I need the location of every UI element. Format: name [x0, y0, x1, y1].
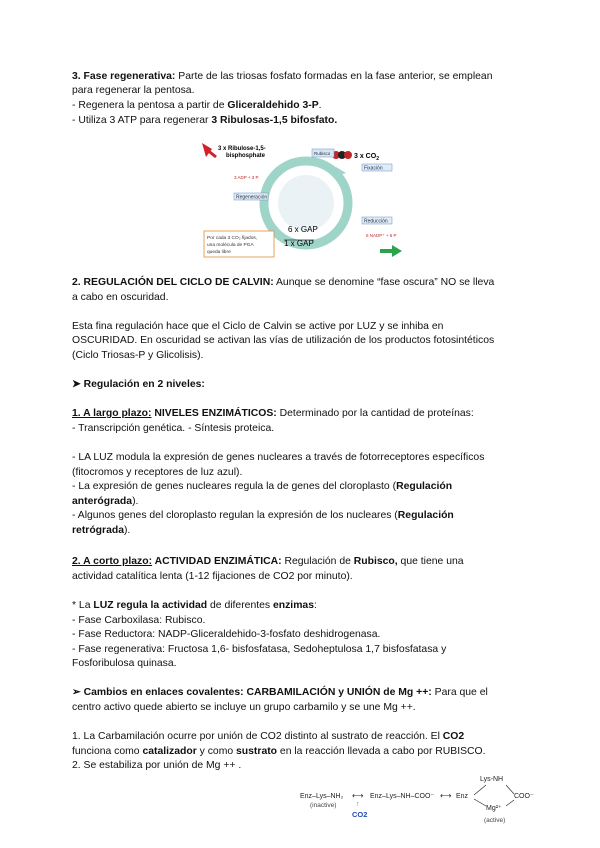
gap-1-label: 1 x GAP [284, 239, 314, 248]
s2-para-3: (Ciclo Triosas-P y Glicolisis). [72, 350, 204, 361]
covalent-heading: ➢ Cambios en enlaces covalentes: CARBAMILACIÓN y UNIÓN de Mg ++: Para que el [72, 687, 488, 698]
s2-para-1: Esta fina regulación hace que el Ciclo de Calvin se active por LUZ y se inhiba en [72, 321, 444, 332]
svg-text:Reducción: Reducción [364, 218, 388, 225]
carbamylation-equation [300, 774, 550, 826]
gap-6-label: 6 x GAP [288, 225, 318, 234]
s2-para-2: OSCURIDAD. En oscuridad se activan las vías de utilización de los productos fotosintéticos [72, 335, 495, 346]
mg-stabilization: 2. Se estabiliza por unión de Mg ++ . [72, 760, 242, 771]
svg-text:Mg²⁺: Mg²⁺ [486, 805, 502, 812]
cycle-center [278, 175, 334, 231]
level1-p6: retrógrada). [72, 525, 131, 536]
svg-text:bisphosphate: bisphosphate [226, 153, 266, 159]
co2-label: 3 x $CO_2$ [354, 153, 379, 162]
s2-line2: a cabo en oscuridad. [72, 292, 169, 303]
luz-regulation-line: * La LUZ regula la actividad de diferentes enzimas: [72, 600, 317, 611]
svg-text:Fixación: Fixación [364, 165, 383, 172]
svg-text:Rubisco: Rubisco [314, 151, 331, 156]
s2-title-line: 2. REGULACIÓN DEL CICLO DE CALVIN: Aunque se denomine “fase oscura” NO se lleva [72, 277, 495, 288]
svg-text:queda libre: queda libre [207, 250, 231, 255]
enzyme-4: Fosforibulosa quinasa. [72, 658, 177, 669]
level1-p4: anterógrada). [72, 496, 139, 507]
enzyme-2: - Fase Reductora: NADP-Gliceraldehido-3-fosfato deshidrogenasa. [72, 629, 381, 640]
svg-text:6 NADP⁺ + 6 P: 6 NADP⁺ + 6 P [366, 233, 397, 238]
svg-text:Enz: Enz [456, 793, 469, 800]
svg-text:↑: ↑ [356, 801, 360, 808]
svg-text:Enz–Lys–NH–COO⁻: Enz–Lys–NH–COO⁻ [370, 793, 435, 800]
covalent-line2: centro activo quede abierto se incluye un grupo carbamilo y se une Mg ++. [72, 702, 416, 713]
svg-text:(inactive): (inactive) [310, 802, 337, 809]
regen-bullet-2: - Utiliza 3 ATP para regenerar 3 Ribulosas-1,5 bifosfato. [72, 115, 338, 126]
regen-bullet-1: - Regenera la pentosa a partir de Gliceraldehido 3-P. [72, 100, 322, 111]
svg-text:Regeneración: Regeneración [236, 194, 268, 201]
level1-p1: - LA LUZ modula la expresión de genes nucleares a través de fotorreceptores específicos [72, 452, 485, 463]
regen-phase-line1: 3. Fase regenerativa: Parte de las triosas fosfato formadas en la fase anterior, se emplean [72, 71, 493, 82]
svg-text:(active): (active) [484, 817, 506, 824]
levels-heading: ➤ Regulación en 2 niveles: [72, 379, 205, 390]
co2-label: CO2 [352, 810, 368, 819]
enzyme-3: - Fase regenerativa: Fructosa 1,6- bisfosfatasa, Sedoheptulosa 1,7 bisfosfatasa y [72, 644, 447, 655]
svg-text:COO⁻: COO⁻ [514, 793, 534, 800]
level2-heading: 2. A corto plazo: ACTIVIDAD ENZIMÁTICA: Regulación de Rubisco, que tiene una [72, 556, 464, 567]
calvin-cycle-diagram [196, 135, 410, 263]
level1-p3: - La expresión de genes nucleares regula la de genes del cloroplasto (Regulación [72, 481, 453, 492]
carbamylation-1: 1. La Carbamilación ocurre por unión de CO2 distinto al sustrato de reacción. El CO2 [72, 731, 465, 742]
level1-heading: 1. A largo plazo: NIVELES ENZIMÁTICOS: Determinado por la cantidad de proteínas: [72, 408, 474, 419]
regen-phase-line2: para regenerar la pentosa. [72, 85, 195, 96]
svg-text:una molécula de PGA: una molécula de PGA [207, 243, 254, 248]
level1-p5: - Algunos genes del cloroplasto regulan la expresión de los nucleares (Regulación [72, 510, 454, 521]
svg-text:Enz–Lys–NH₂: Enz–Lys–NH₂ [300, 793, 344, 800]
level2-line2: actividad catalítica lenta (1-12 fijaciones de CO2 por minuto). [72, 571, 353, 582]
enzyme-1: - Fase Carboxilasa: Rubisco. [72, 615, 206, 626]
svg-text:⟷: ⟷ [352, 791, 364, 800]
svg-text:Lys-NH: Lys-NH [480, 776, 504, 783]
ribulose-label: 3 x Ribulose-1,5- [218, 146, 266, 152]
level1-p2: (fitocromos y receptores de luz azul). [72, 467, 243, 478]
svg-text:⟷: ⟷ [440, 791, 452, 800]
svg-text:Por cada 3 CO₂ fijados,: Por cada 3 CO₂ fijados, [207, 236, 258, 241]
level1-line2: - Transcripción genética. - Síntesis proteica. [72, 423, 275, 434]
carbamylation-2: funciona como catalizador y como sustrato en la reacción llevada a cabo por RUBISCO. [72, 746, 486, 757]
svg-text:3 ADP + 3 P: 3 ADP + 3 P [234, 175, 259, 180]
